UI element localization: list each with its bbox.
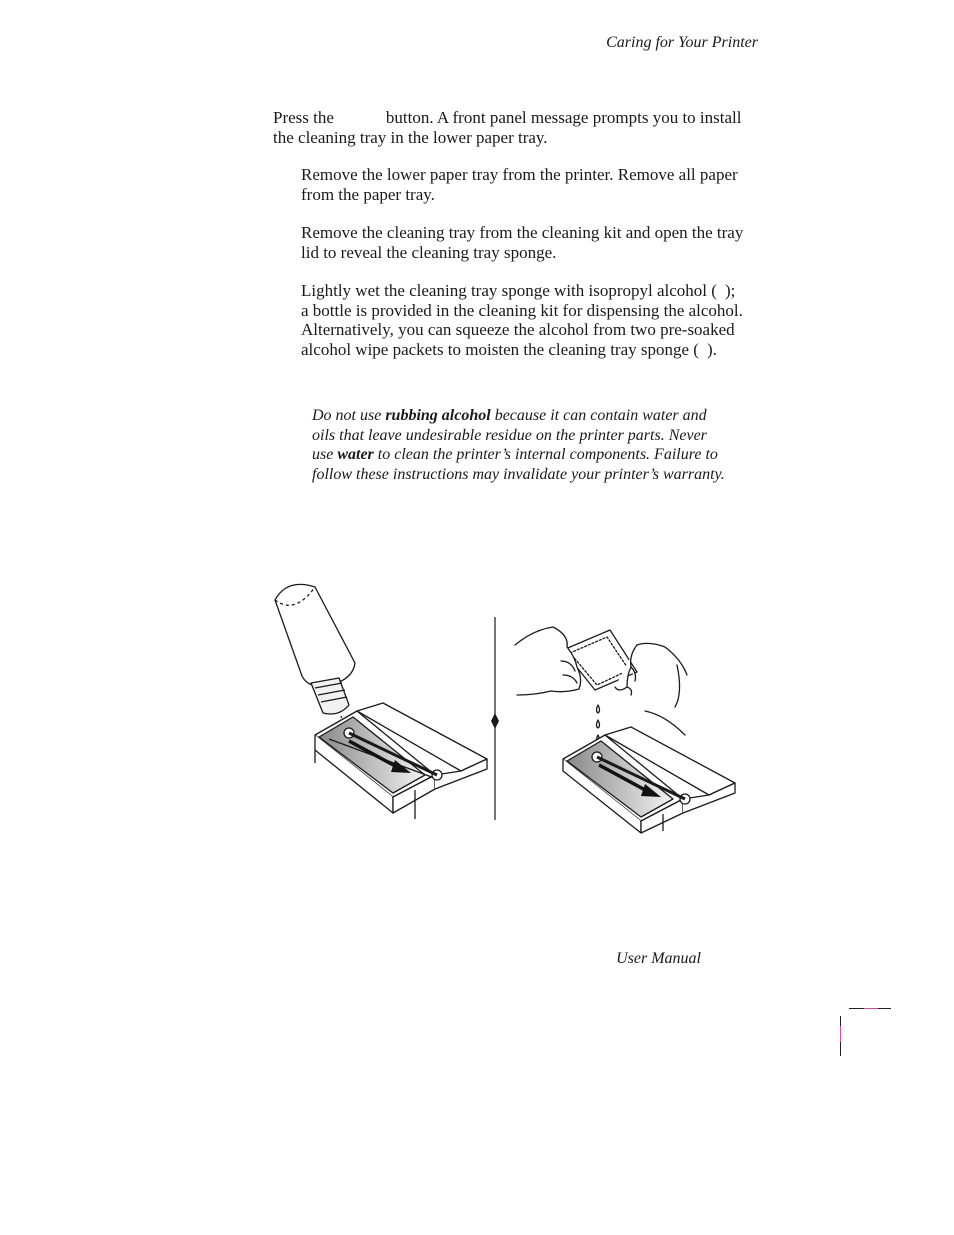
margin-mark-top-pink xyxy=(864,1008,878,1009)
caution-note xyxy=(312,406,732,484)
caution-bold-water: water xyxy=(337,446,374,464)
running-footer: User Manual xyxy=(616,950,701,967)
running-header: Caring for Your Printer xyxy=(606,34,758,51)
margin-mark-side-pink xyxy=(840,1026,841,1042)
step-press-text-1: Press the xyxy=(273,108,334,127)
step-remove-cleaning-tray: Remove the cleaning tray from the cleaning kit and open the tray lid to reveal the cleaning tray sponge. xyxy=(301,223,744,262)
step-wet-text-2: ); a bottle is provided in the cleaning kit for dispensing the alcohol. Alternatively, you can squeeze the alcohol from two pre-soaked alcohol wipe packets to moisten the cleaning tray sponge ( xyxy=(301,281,743,359)
hands-wipe-packet-icon xyxy=(515,627,687,743)
caution-text-1: Do not use xyxy=(312,407,386,424)
diamond-icon xyxy=(491,713,499,729)
cleaning-tray-illustration xyxy=(265,575,745,835)
caution-bold-rubbing-alcohol: rubbing alcohol xyxy=(385,407,491,424)
cleaning-tray-left-icon xyxy=(315,703,487,819)
step-wet-text-3: ). xyxy=(706,339,717,359)
caution-text-2: because it can contain water and oils that leave undesirable residue on the printer parts. Never use xyxy=(312,407,707,464)
caution-text-3: to clean the printer’s internal components. Failure to follow these instructions may invalidate your printer’s warranty. xyxy=(312,446,725,483)
step-wet-text-1: Lightly wet the cleaning tray sponge with isopropyl alcohol ( xyxy=(301,281,717,300)
step-wet-sponge xyxy=(301,281,745,359)
step-press-text-2: button. A front panel message prompts you to install the cleaning tray in the lower paper tray. xyxy=(273,108,742,147)
step-remove-paper-tray: Remove the lower paper tray from the printer. Remove all paper from the paper tray. xyxy=(301,165,738,204)
step-press-button xyxy=(273,108,745,147)
alcohol-bottle-icon xyxy=(275,584,355,730)
cleaning-tray-right-icon xyxy=(563,727,735,833)
